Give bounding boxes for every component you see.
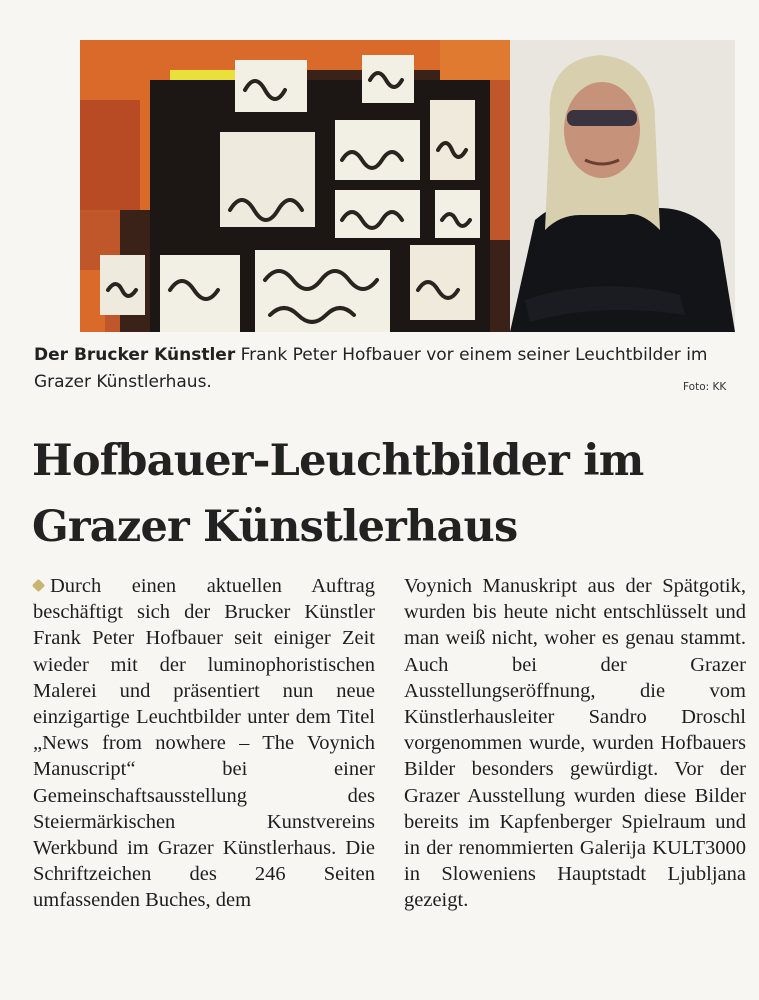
caption-text: Frank Peter Hofbauer vor einem seiner Leuchtbilder im Grazer Künstlerhaus. bbox=[34, 345, 708, 392]
photo-illustration bbox=[80, 40, 735, 332]
article-text-col1: Durch einen aktuellen Auftrag beschäftigt sich der Brucker Künstler Frank Peter Hofbauer seit einiger Zeit wieder mit der luminophoristischen Malerei und präsentiert nun neue einzigartige Leuchtbilder unter dem Titel „News from nowhere – The Voynich Manuscript“ bei einer Gemeinschaftsausstellung des Steiermärkischen Kunstvereins Werkbund im Grazer Künstlerhaus. Die Schriftzeichen des 246 Seiten umfassenden Buches, dem bbox=[33, 575, 375, 912]
photo-caption bbox=[34, 342, 734, 396]
caption-lead: Der Brucker Künstler bbox=[34, 345, 236, 365]
article-column-1 bbox=[33, 573, 375, 914]
article-column-2 bbox=[404, 573, 746, 914]
headline: Hofbauer-Leuchtbilder im Grazer Künstlerhaus bbox=[32, 436, 644, 552]
bullet-icon bbox=[32, 579, 45, 592]
article-text-col2: Voynich Manuskript aus der Spätgotik, wurden bis heute nicht entschlüsselt und man weiß nicht, woher es genau stammt. Auch bei der Grazer Ausstellungseröffnung, die vom Künstlerhausleiter Sandro Droschl vorgenommen wurde, wurden Hofbauers Bilder besonders gewürdigt. Vor der Grazer Ausstellung wurden diese Bilder bereits im Kapfenberger Spielraum und in der renommierten Galerija KULT3000 in Sloweniens Hauptstadt Ljubljana gezeigt. bbox=[404, 575, 746, 912]
photo-credit: Foto: KK bbox=[683, 381, 727, 393]
article-photo bbox=[80, 40, 735, 332]
